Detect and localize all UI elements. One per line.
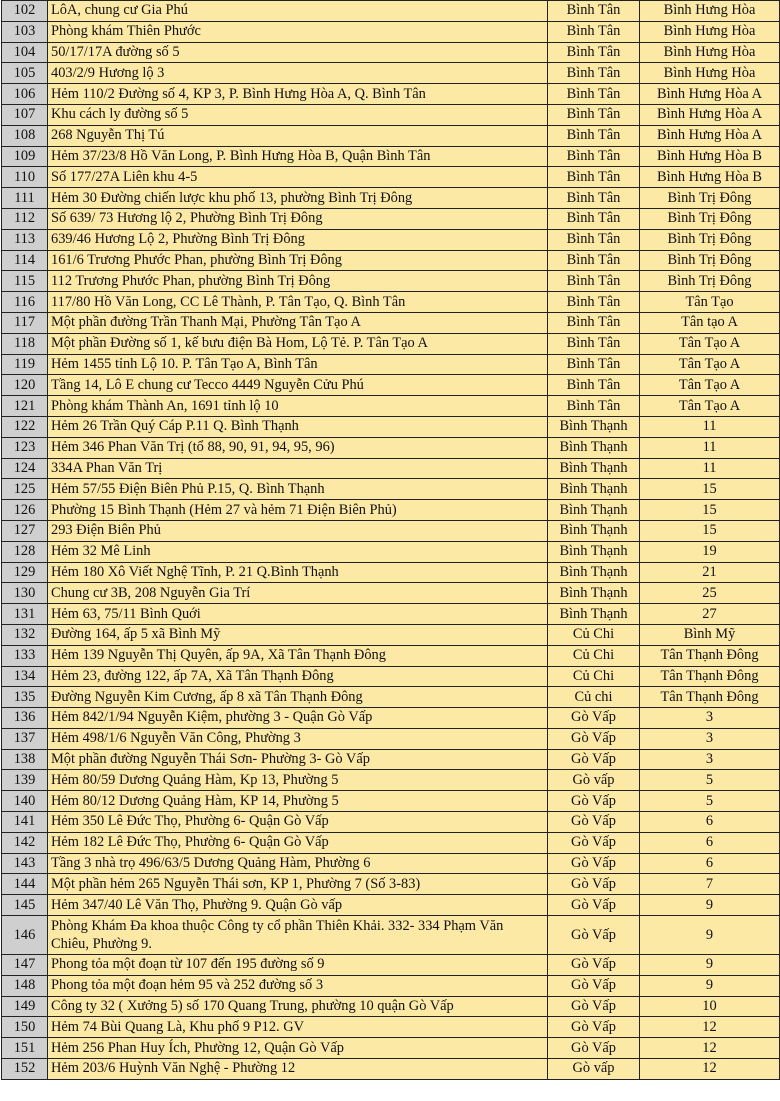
row-number-cell: 132 [2, 624, 48, 645]
district-cell: Củ chi [548, 687, 640, 708]
ward-cell: Tân Tạo [640, 292, 780, 313]
ward-cell: Bình Hưng Hòa [640, 63, 780, 84]
district-cell: Củ Chi [548, 624, 640, 645]
table-row [2, 874, 780, 895]
row-number-cell: 129 [2, 562, 48, 583]
district-cell: Bình Tân [548, 292, 640, 313]
district-cell: Bình Tân [548, 21, 640, 42]
row-number-cell: 133 [2, 645, 48, 666]
ward-cell: Tân Thạnh Đông [640, 645, 780, 666]
address-cell: Hẻm 203/6 Huỳnh Văn Nghệ - Phường 12 [48, 1059, 548, 1080]
table-row [2, 167, 780, 188]
district-cell: Củ Chi [548, 666, 640, 687]
table-row [2, 791, 780, 812]
table-row [2, 479, 780, 500]
table-row [2, 500, 780, 521]
table-row [2, 666, 780, 687]
address-cell: Hẻm 256 Phan Huy Ích, Phường 12, Quận Gò Vấp [48, 1038, 548, 1059]
row-number-cell: 136 [2, 708, 48, 729]
ward-cell: 21 [640, 562, 780, 583]
row-number-cell: 119 [2, 354, 48, 375]
row-number-cell: 123 [2, 437, 48, 458]
ward-cell: Tân Tạo A [640, 396, 780, 417]
table-row [2, 354, 780, 375]
ward-cell: 25 [640, 583, 780, 604]
table-row [2, 975, 780, 996]
row-number-cell: 142 [2, 832, 48, 853]
address-cell: Hẻm 63, 75/11 Bình Quới [48, 604, 548, 625]
ward-cell: Bình Hưng Hòa [640, 42, 780, 63]
address-cell: Khu cách ly đường số 5 [48, 104, 548, 125]
table-row [2, 728, 780, 749]
ward-cell: Bình Trị Đông [640, 250, 780, 271]
ward-cell: 12 [640, 1038, 780, 1059]
district-cell: Bình Thạnh [548, 479, 640, 500]
district-cell: Bình Tân [548, 333, 640, 354]
row-number-cell: 128 [2, 541, 48, 562]
ward-cell: Bình Hưng Hòa A [640, 84, 780, 105]
ward-cell: Tân Tạo A [640, 354, 780, 375]
district-cell: Bình Thạnh [548, 541, 640, 562]
row-number-cell: 143 [2, 853, 48, 874]
district-cell: Gò Vấp [548, 728, 640, 749]
ward-cell: Bình Trị Đông [640, 188, 780, 209]
table-row [2, 812, 780, 833]
ward-cell: Bình Trị Đông [640, 229, 780, 250]
address-cell: Tầng 3 nhà trọ 496/63/5 Dương Quảng Hàm, Phường 6 [48, 853, 548, 874]
address-cell: Công ty 32 ( Xưởng 5) số 170 Quang Trung, phường 10 quận Gò Vấp [48, 996, 548, 1017]
lockdown-area-table [1, 0, 780, 1080]
ward-cell: Bình Hưng Hòa B [640, 146, 780, 167]
row-number-cell: 124 [2, 458, 48, 479]
row-number-cell: 114 [2, 250, 48, 271]
row-number-cell: 137 [2, 728, 48, 749]
address-cell: Số 177/27A Liên khu 4-5 [48, 167, 548, 188]
address-cell: Phường 15 Bình Thạnh (Hẻm 27 và hẻm 71 Điện Biên Phủ) [48, 500, 548, 521]
row-number-cell: 111 [2, 188, 48, 209]
address-cell: Đường Nguyễn Kim Cương, ấp 8 xã Tân Thạnh Đông [48, 687, 548, 708]
district-cell: Củ Chi [548, 645, 640, 666]
row-number-cell: 135 [2, 687, 48, 708]
table-row [2, 1017, 780, 1038]
district-cell: Bình Tân [548, 396, 640, 417]
table-row [2, 21, 780, 42]
ward-cell: 9 [640, 975, 780, 996]
district-cell: Gò Vấp [548, 791, 640, 812]
table-row [2, 541, 780, 562]
ward-cell: 27 [640, 604, 780, 625]
address-cell: 161/6 Trương Phước Phan, phường Bình Trị Đông [48, 250, 548, 271]
ward-cell: 3 [640, 728, 780, 749]
address-cell: Hẻm 180 Xô Viết Nghệ Tĩnh, P. 21 Q.Bình Thạnh [48, 562, 548, 583]
row-number-cell: 151 [2, 1038, 48, 1059]
row-number-cell: 131 [2, 604, 48, 625]
address-cell: 639/46 Hương Lộ 2, Phường Bình Trị Đông [48, 229, 548, 250]
address-cell: Hẻm 26 Trần Quý Cáp P.11 Q. Bình Thạnh [48, 416, 548, 437]
row-number-cell: 127 [2, 520, 48, 541]
table-row [2, 188, 780, 209]
address-cell: Hẻm 37/23/8 Hồ Văn Long, P. Bình Hưng Hòa B, Quận Bình Tân [48, 146, 548, 167]
address-cell: Tầng 14, Lô E chung cư Tecco 4449 Nguyễn Cửu Phú [48, 375, 548, 396]
row-number-cell: 113 [2, 229, 48, 250]
address-cell: 117/80 Hồ Văn Long, CC Lê Thành, P. Tân Tạo, Q. Bình Tân [48, 292, 548, 313]
address-cell: 268 Nguyễn Thị Tú [48, 125, 548, 146]
ward-cell: 5 [640, 770, 780, 791]
address-cell: 334A Phan Văn Trị [48, 458, 548, 479]
row-number-cell: 138 [2, 749, 48, 770]
district-cell: Bình Thạnh [548, 520, 640, 541]
row-number-cell: 146 [2, 916, 48, 955]
table-row [2, 955, 780, 976]
ward-cell: 15 [640, 479, 780, 500]
address-cell: Hẻm 80/59 Dương Quảng Hàm, Kp 13, Phường 5 [48, 770, 548, 791]
ward-cell: 11 [640, 458, 780, 479]
table-row [2, 996, 780, 1017]
district-cell: Gò Vấp [548, 895, 640, 916]
row-number-cell: 117 [2, 312, 48, 333]
address-cell: Phòng Khám Đa khoa thuộc Công ty cổ phần Thiên Khải. 332- 334 Phạm Văn Chiêu, Phường 9. [48, 916, 548, 955]
district-cell: Bình Tân [548, 1, 640, 22]
district-cell: Gò vấp [548, 1059, 640, 1080]
table-row [2, 1, 780, 22]
row-number-cell: 145 [2, 895, 48, 916]
row-number-cell: 149 [2, 996, 48, 1017]
row-number-cell: 152 [2, 1059, 48, 1080]
address-cell: Một phần hẻm 265 Nguyễn Thái sơn, KP 1, Phường 7 (Số 3-83) [48, 874, 548, 895]
ward-cell: Bình Trị Đông [640, 271, 780, 292]
district-cell: Bình Thạnh [548, 500, 640, 521]
address-cell: Chung cư 3B, 208 Nguyễn Gia Trí [48, 583, 548, 604]
table-row [2, 416, 780, 437]
row-number-cell: 107 [2, 104, 48, 125]
address-cell: Hẻm 498/1/6 Nguyễn Văn Công, Phường 3 [48, 728, 548, 749]
district-cell: Bình Tân [548, 250, 640, 271]
ward-cell: 3 [640, 708, 780, 729]
row-number-cell: 134 [2, 666, 48, 687]
district-cell: Bình Tân [548, 312, 640, 333]
address-cell: Hẻm 32 Mê Linh [48, 541, 548, 562]
row-number-cell: 105 [2, 63, 48, 84]
district-cell: Gò Vấp [548, 975, 640, 996]
address-cell: Hẻm 110/2 Đường số 4, KP 3, P. Bình Hưng Hòa A, Q. Bình Tân [48, 84, 548, 105]
ward-cell: 15 [640, 520, 780, 541]
district-cell: Bình Thạnh [548, 458, 640, 479]
district-cell: Bình Tân [548, 125, 640, 146]
ward-cell: Bình Hưng Hòa A [640, 104, 780, 125]
ward-cell: 9 [640, 955, 780, 976]
address-cell: Hẻm 346 Phan Văn Trị (tổ 88, 90, 91, 94, 95, 96) [48, 437, 548, 458]
row-number-cell: 102 [2, 1, 48, 22]
table-row [2, 708, 780, 729]
table-row [2, 250, 780, 271]
table-row [2, 84, 780, 105]
table-row [2, 437, 780, 458]
table-row [2, 687, 780, 708]
ward-cell: Tân Tạo A [640, 375, 780, 396]
address-cell: 112 Trương Phước Phan, phường Bình Trị Đông [48, 271, 548, 292]
address-cell: Số 639/ 73 Hương lộ 2, Phường Bình Trị Đông [48, 208, 548, 229]
row-number-cell: 109 [2, 146, 48, 167]
table-row [2, 208, 780, 229]
row-number-cell: 116 [2, 292, 48, 313]
table-row [2, 63, 780, 84]
district-cell: Bình Thạnh [548, 437, 640, 458]
row-number-cell: 141 [2, 812, 48, 833]
address-cell: Hẻm 182 Lê Đức Thọ, Phường 6- Quận Gò Vấp [48, 832, 548, 853]
address-cell: 403/2/9 Hương lộ 3 [48, 63, 548, 84]
table-row [2, 749, 780, 770]
ward-cell: 9 [640, 916, 780, 955]
district-cell: Gò Vấp [548, 749, 640, 770]
address-cell: Phong tỏa một đoạn hẻm 95 và 252 đường số 3 [48, 975, 548, 996]
district-cell: Bình Tân [548, 375, 640, 396]
district-cell: Bình Tân [548, 84, 640, 105]
district-cell: Bình Tân [548, 271, 640, 292]
address-cell: Hẻm 23, đường 122, ấp 7A, Xã Tân Thạnh Đông [48, 666, 548, 687]
table-row [2, 770, 780, 791]
row-number-cell: 121 [2, 396, 48, 417]
table-row [2, 895, 780, 916]
address-cell: Phòng khám Thiên Phước [48, 21, 548, 42]
ward-cell: Bình Hưng Hòa [640, 21, 780, 42]
ward-cell: 15 [640, 500, 780, 521]
address-cell: Một phần Đường số 1, kế bưu điện Bà Hom, Lộ Tẻ. P. Tân Tạo A [48, 333, 548, 354]
address-cell: Hẻm 842/1/94 Nguyễn Kiệm, phường 3 - Quận Gò Vấp [48, 708, 548, 729]
address-cell: Hẻm 347/40 Lê Văn Thọ, Phường 9. Quận Gò vấp [48, 895, 548, 916]
address-cell: Hẻm 350 Lê Đức Thọ, Phường 6- Quận Gò Vấp [48, 812, 548, 833]
address-cell: Phòng khám Thành An, 1691 tỉnh lộ 10 [48, 396, 548, 417]
table-row [2, 916, 780, 955]
address-cell: Hẻm 57/55 Điện Biên Phủ P.15, Q. Bình Thạnh [48, 479, 548, 500]
row-number-cell: 148 [2, 975, 48, 996]
address-cell: Đường 164, ấp 5 xã Bình Mỹ [48, 624, 548, 645]
address-cell: Phong tỏa một đoạn từ 107 đến 195 đường số 9 [48, 955, 548, 976]
table-row [2, 853, 780, 874]
ward-cell: 6 [640, 853, 780, 874]
address-cell: 293 Điện Biên Phủ [48, 520, 548, 541]
ward-cell: 12 [640, 1017, 780, 1038]
ward-cell: Tân Tạo A [640, 333, 780, 354]
district-cell: Gò Vấp [548, 916, 640, 955]
district-cell: Gò Vấp [548, 955, 640, 976]
row-number-cell: 139 [2, 770, 48, 791]
district-cell: Bình Thạnh [548, 562, 640, 583]
ward-cell: 6 [640, 812, 780, 833]
ward-cell: Tân Thạnh Đông [640, 687, 780, 708]
row-number-cell: 103 [2, 21, 48, 42]
row-number-cell: 108 [2, 125, 48, 146]
table-row [2, 1059, 780, 1080]
district-cell: Bình Tân [548, 167, 640, 188]
row-number-cell: 144 [2, 874, 48, 895]
district-cell: Gò Vấp [548, 812, 640, 833]
ward-cell: Bình Hưng Hòa [640, 1, 780, 22]
district-cell: Bình Tân [548, 208, 640, 229]
table-row [2, 604, 780, 625]
row-number-cell: 126 [2, 500, 48, 521]
row-number-cell: 122 [2, 416, 48, 437]
address-cell: Một phần đường Trần Thanh Mại, Phường Tân Tạo A [48, 312, 548, 333]
ward-cell: Bình Hưng Hòa A [640, 125, 780, 146]
ward-cell: Bình Hưng Hòa B [640, 167, 780, 188]
address-cell: Hẻm 139 Nguyễn Thị Quyên, ấp 9A, Xã Tân Thạnh Đông [48, 645, 548, 666]
district-cell: Gò Vấp [548, 1038, 640, 1059]
row-number-cell: 130 [2, 583, 48, 604]
table-row [2, 624, 780, 645]
district-cell: Bình Tân [548, 188, 640, 209]
table-row [2, 104, 780, 125]
district-cell: Gò Vấp [548, 1017, 640, 1038]
ward-cell: 7 [640, 874, 780, 895]
ward-cell: 19 [640, 541, 780, 562]
district-cell: Bình Tân [548, 229, 640, 250]
table-row [2, 312, 780, 333]
ward-cell: 9 [640, 895, 780, 916]
table-row [2, 396, 780, 417]
table-row [2, 42, 780, 63]
row-number-cell: 150 [2, 1017, 48, 1038]
district-cell: Gò Vấp [548, 832, 640, 853]
district-cell: Gò Vấp [548, 996, 640, 1017]
row-number-cell: 112 [2, 208, 48, 229]
address-cell: LôA, chung cư Gia Phú [48, 1, 548, 22]
table-row [2, 333, 780, 354]
table-row [2, 271, 780, 292]
address-cell: Hẻm 30 Đường chiến lược khu phố 13, phường Bình Trị Đông [48, 188, 548, 209]
row-number-cell: 120 [2, 375, 48, 396]
district-cell: Gò Vấp [548, 874, 640, 895]
district-cell: Gò vấp [548, 770, 640, 791]
row-number-cell: 106 [2, 84, 48, 105]
district-cell: Bình Thạnh [548, 416, 640, 437]
table-row [2, 832, 780, 853]
ward-cell: 12 [640, 1059, 780, 1080]
district-cell: Bình Thạnh [548, 583, 640, 604]
ward-cell: Bình Mỹ [640, 624, 780, 645]
table-body [2, 1, 780, 1080]
ward-cell: 5 [640, 791, 780, 812]
table-row [2, 375, 780, 396]
row-number-cell: 115 [2, 271, 48, 292]
table-row [2, 562, 780, 583]
row-number-cell: 110 [2, 167, 48, 188]
row-number-cell: 125 [2, 479, 48, 500]
district-cell: Bình Tân [548, 354, 640, 375]
address-cell: Hẻm 74 Bùi Quang Là, Khu phố 9 P12. GV [48, 1017, 548, 1038]
ward-cell: 10 [640, 996, 780, 1017]
table-row [2, 125, 780, 146]
table-row [2, 520, 780, 541]
table-row [2, 146, 780, 167]
district-cell: Bình Tân [548, 42, 640, 63]
ward-cell: 6 [640, 832, 780, 853]
table-row [2, 1038, 780, 1059]
table-row [2, 458, 780, 479]
ward-cell: 3 [640, 749, 780, 770]
address-cell: Hẻm 1455 tỉnh Lộ 10. P. Tân Tạo A, Bình Tân [48, 354, 548, 375]
address-cell: Hẻm 80/12 Dương Quảng Hàm, KP 14, Phường 5 [48, 791, 548, 812]
district-cell: Gò Vấp [548, 708, 640, 729]
district-cell: Bình Tân [548, 146, 640, 167]
row-number-cell: 118 [2, 333, 48, 354]
ward-cell: Tân Thạnh Đông [640, 666, 780, 687]
district-cell: Bình Thạnh [548, 604, 640, 625]
address-cell: Một phần đường Nguyễn Thái Sơn- Phường 3- Gò Vấp [48, 749, 548, 770]
district-cell: Bình Tân [548, 63, 640, 84]
ward-cell: 11 [640, 416, 780, 437]
row-number-cell: 147 [2, 955, 48, 976]
row-number-cell: 140 [2, 791, 48, 812]
row-number-cell: 104 [2, 42, 48, 63]
ward-cell: Tân tạo A [640, 312, 780, 333]
ward-cell: Bình Trị Đông [640, 208, 780, 229]
table-row [2, 583, 780, 604]
table-row [2, 229, 780, 250]
address-cell: 50/17/17A đường số 5 [48, 42, 548, 63]
ward-cell: 11 [640, 437, 780, 458]
table-row [2, 292, 780, 313]
table-row [2, 645, 780, 666]
district-cell: Gò Vấp [548, 853, 640, 874]
district-cell: Bình Tân [548, 104, 640, 125]
